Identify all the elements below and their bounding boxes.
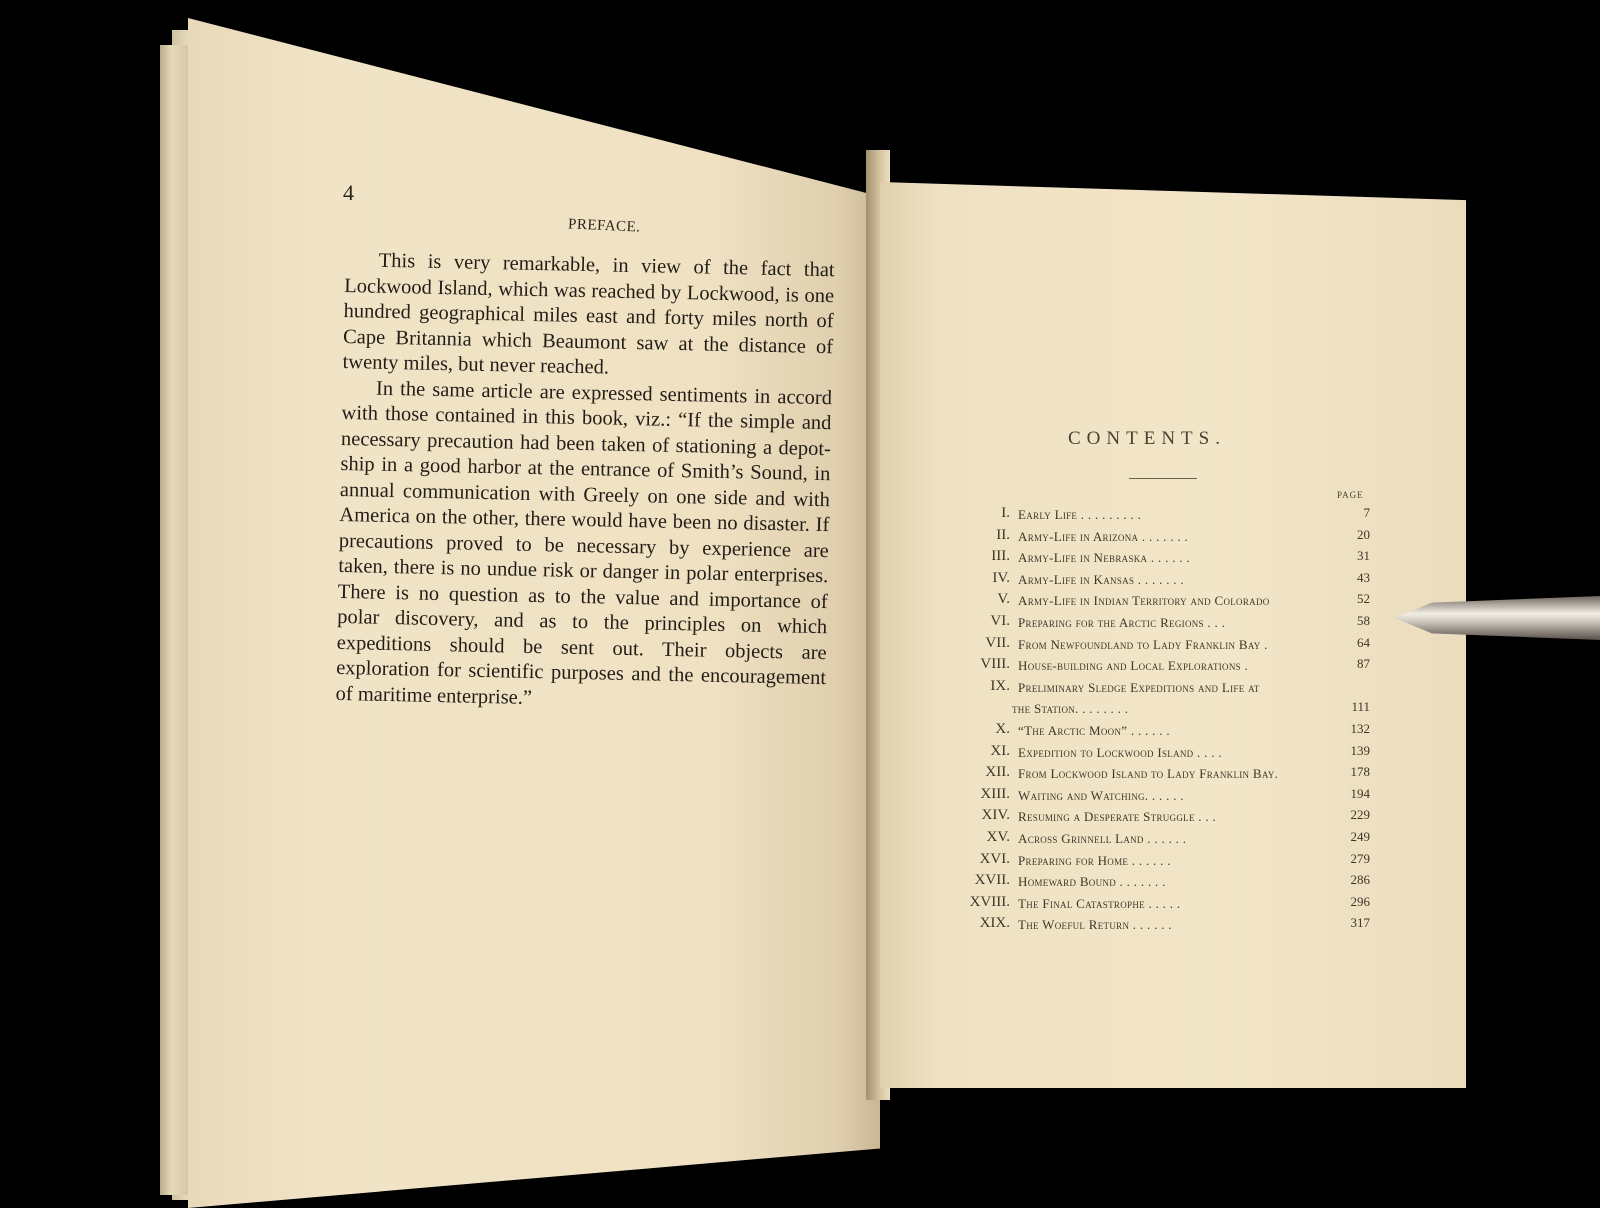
contents-entry (942, 872, 1370, 894)
chapter-title: Army-Life in Arizona . . . . . . . (1018, 528, 1189, 544)
contents-entry (942, 591, 1370, 613)
chapter-number: V. (997, 591, 1010, 608)
page-number: 4 (343, 180, 354, 205)
chapter-title: House-building and Local Explorations . (1018, 658, 1249, 674)
contents-entry (942, 527, 1370, 549)
chapter-page: 7 (1363, 505, 1370, 520)
preface-paragraph: In the same article are expressed sentiments in accord with those contained in this book, viz.: “If the simple and necessary precaution had been taken of stationing a depot-ship in a good harbor at the entrance of Smith’s Sound, in annual communication with Greely on one side and with America on the other, there would have been no disaster. If precautions proved to be necessary by experience are taken, there is no undue risk or danger in polar enterprises. There is no question as to the value and importance of polar discovery, and as to the principles on which expeditions should be sent out. Their objects are exploration for scientific purposes and the encouragement of maritime enterprise.” (335, 377, 833, 709)
chapter-page: 249 (1350, 828, 1370, 844)
chapter-page: 229 (1350, 807, 1370, 823)
chapter-number: XVI. (979, 850, 1010, 867)
contents-entry (942, 656, 1370, 678)
chapter-page: 111 (1351, 699, 1370, 715)
chapter-number: IV. (992, 569, 1010, 586)
chapter-title: The Final Catastrophe . . . . . (1018, 895, 1181, 911)
chapter-number: XVIII. (969, 893, 1010, 910)
chapter-title: Early Life . . . . . . . . . (1018, 507, 1142, 522)
chapter-title: Army-Life in Kansas . . . . . . . (1018, 571, 1184, 587)
contents-entry (942, 829, 1370, 851)
chapter-page: 132 (1350, 720, 1370, 736)
page-column-label: PAGE (1337, 490, 1364, 500)
chapter-number: VIII. (980, 656, 1010, 673)
chapter-title: the Station. . . . . . . . (1012, 701, 1129, 717)
chapter-number: XIX. (979, 915, 1010, 932)
chapter-title: “The Arctic Moon” . . . . . . (1018, 722, 1170, 738)
contents-entry (942, 764, 1370, 786)
page-block-edge-shadow (160, 45, 188, 1195)
chapter-title: Expedition to Lockwood Island . . . . (1018, 744, 1222, 760)
chapter-number: VI. (990, 612, 1010, 629)
contents-entry (942, 570, 1370, 592)
contents-entry (942, 915, 1370, 937)
chapter-number: XII. (985, 764, 1010, 781)
contents-entry (942, 505, 1370, 527)
chapter-page: 139 (1350, 742, 1370, 758)
contents-entry (942, 678, 1370, 700)
chapter-page: 279 (1350, 850, 1370, 866)
chapter-page: 43 (1357, 569, 1370, 585)
preface-paragraph: This is very remarkable, in view of the fact that Lockwood Island, which was reached by Lockwood, is one hundred geographical miles east and forty miles north of Cape Britannia which Beaumont saw at the distance of twenty miles, but never reached. (342, 249, 835, 379)
chapter-number: I. (1001, 505, 1010, 521)
chapter-title: Army-Life in Nebraska . . . . . . (1018, 550, 1190, 566)
contents-entry (942, 699, 1370, 721)
chapter-number: X. (995, 720, 1010, 737)
contents-entry (942, 635, 1370, 657)
contents-heading: CONTENTS. (1068, 428, 1226, 449)
chapter-number: II. (996, 526, 1010, 543)
chapter-page: 87 (1357, 656, 1370, 672)
chapter-page: 52 (1357, 591, 1370, 607)
chapter-number: VII. (985, 634, 1010, 651)
chapter-title: Resuming a Desperate Struggle . . . (1018, 809, 1217, 825)
chapter-title: Preparing for the Arctic Regions . . . (1018, 614, 1226, 630)
heading-rule (1129, 478, 1197, 479)
chapter-title: Preliminary Sledge Expeditions and Life at (1018, 679, 1260, 695)
contents-entry (942, 613, 1370, 635)
chapter-number: XV. (986, 828, 1010, 845)
chapter-number: XVII. (974, 872, 1010, 889)
chapter-page: 20 (1357, 526, 1370, 542)
contents-entry (942, 721, 1370, 743)
chapter-title: Army-Life in Indian Territory and Colorado (1018, 593, 1270, 609)
chapter-title: From Lockwood Island to Lady Franklin Bay. (1018, 766, 1279, 782)
chapter-page: 31 (1357, 548, 1370, 564)
chapter-title: Preparing for Home . . . . . . (1018, 852, 1171, 868)
chapter-page: 296 (1350, 893, 1370, 909)
chapter-page: 317 (1350, 915, 1370, 931)
chapter-title: From Newfoundland to Lady Franklin Bay . (1018, 636, 1268, 652)
contents-entry (942, 743, 1370, 765)
chapter-page: 178 (1350, 764, 1370, 780)
chapter-number: XI. (990, 742, 1010, 759)
chapter-title: The Woeful Return . . . . . . (1018, 917, 1172, 933)
chapter-title: Across Grinnell Land . . . . . . (1018, 830, 1187, 846)
chapter-number: III. (991, 548, 1010, 565)
chapter-number: IX. (990, 677, 1010, 694)
contents-entry (942, 786, 1370, 808)
contents-entry (942, 807, 1370, 829)
chapter-page: 286 (1350, 872, 1370, 888)
chapter-title: Waiting and Watching. . . . . . (1018, 787, 1184, 803)
contents-entry (942, 548, 1370, 570)
chapter-page: 194 (1350, 785, 1370, 801)
contents-entry (942, 851, 1370, 873)
preface-text (335, 248, 835, 717)
chapter-number: XIII. (980, 785, 1010, 802)
chapter-number: XIV. (981, 807, 1010, 824)
chapter-page: 58 (1357, 612, 1370, 628)
contents-entry (942, 894, 1370, 916)
chapter-title: Homeward Bound . . . . . . . (1018, 874, 1166, 890)
contents-list (942, 505, 1370, 937)
preface-heading: PREFACE. (567, 216, 641, 236)
chapter-page: 64 (1357, 634, 1370, 650)
